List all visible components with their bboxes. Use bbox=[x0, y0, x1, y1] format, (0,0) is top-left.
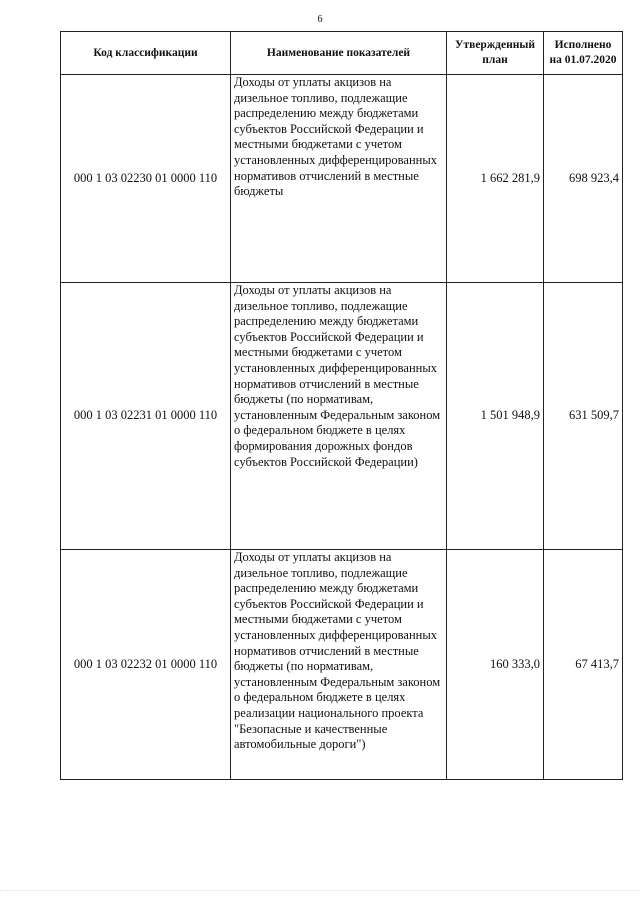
row-name bbox=[231, 283, 447, 550]
header-code: Код классификации bbox=[61, 32, 231, 75]
scan-edge-marks bbox=[0, 890, 640, 897]
header-name: Наименование показателей bbox=[231, 32, 447, 75]
row-plan: 1 501 948,9 bbox=[447, 283, 544, 550]
row-plan: 1 662 281,9 bbox=[447, 75, 544, 283]
row-executed: 698 923,4 bbox=[544, 75, 623, 283]
row-executed: 631 509,7 bbox=[544, 283, 623, 550]
row-code: 000 1 03 02231 01 0000 110 bbox=[61, 283, 231, 550]
header-plan: Утвержденный план bbox=[447, 32, 544, 75]
page-number: 6 bbox=[317, 14, 323, 25]
header-executed: Исполнено на 01.07.2020 bbox=[544, 32, 623, 75]
row-name bbox=[231, 75, 447, 283]
row-name-text: Доходы от уплаты акцизов на дизельное топливо, подлежащие распределению между бюджетами субъектов Российской Федерации и местными бюджетами с учетом установленных дифференцированных нормативов отчислений в местные бюджеты (по нормативам, установленным Федеральным законом о федеральном бюджете в целях реализации национального проекта "Безопасные и качественные автомобильные дороги") bbox=[234, 550, 441, 752]
table-row bbox=[61, 283, 623, 550]
budget-table bbox=[60, 31, 623, 780]
table-row bbox=[61, 75, 623, 283]
row-plan: 160 333,0 bbox=[447, 550, 544, 780]
row-name-text: Доходы от уплаты акцизов на дизельное топливо, подлежащие распределению между бюджетами субъектов Российской Федерации и местными бюджетами с учетом установленных дифференцированных нормативов отчислений в местные бюджеты (по нормативам, установленным Федеральным законом о федеральном бюджете в целях формирования дорожных фондов субъектов Российской Федерации) bbox=[234, 283, 441, 469]
row-name-text: Доходы от уплаты акцизов на дизельное топливо, подлежащие распределению между бюджетами субъектов Российской Федерации и местными бюджетами с учетом установленных дифференцированных нормативов отчислений в местные бюджеты bbox=[234, 75, 437, 199]
table-header-row bbox=[61, 32, 623, 75]
row-code: 000 1 03 02232 01 0000 110 bbox=[61, 550, 231, 780]
row-name bbox=[231, 550, 447, 780]
table-row bbox=[61, 550, 623, 780]
row-executed: 67 413,7 bbox=[544, 550, 623, 780]
row-code: 000 1 03 02230 01 0000 110 bbox=[61, 75, 231, 283]
